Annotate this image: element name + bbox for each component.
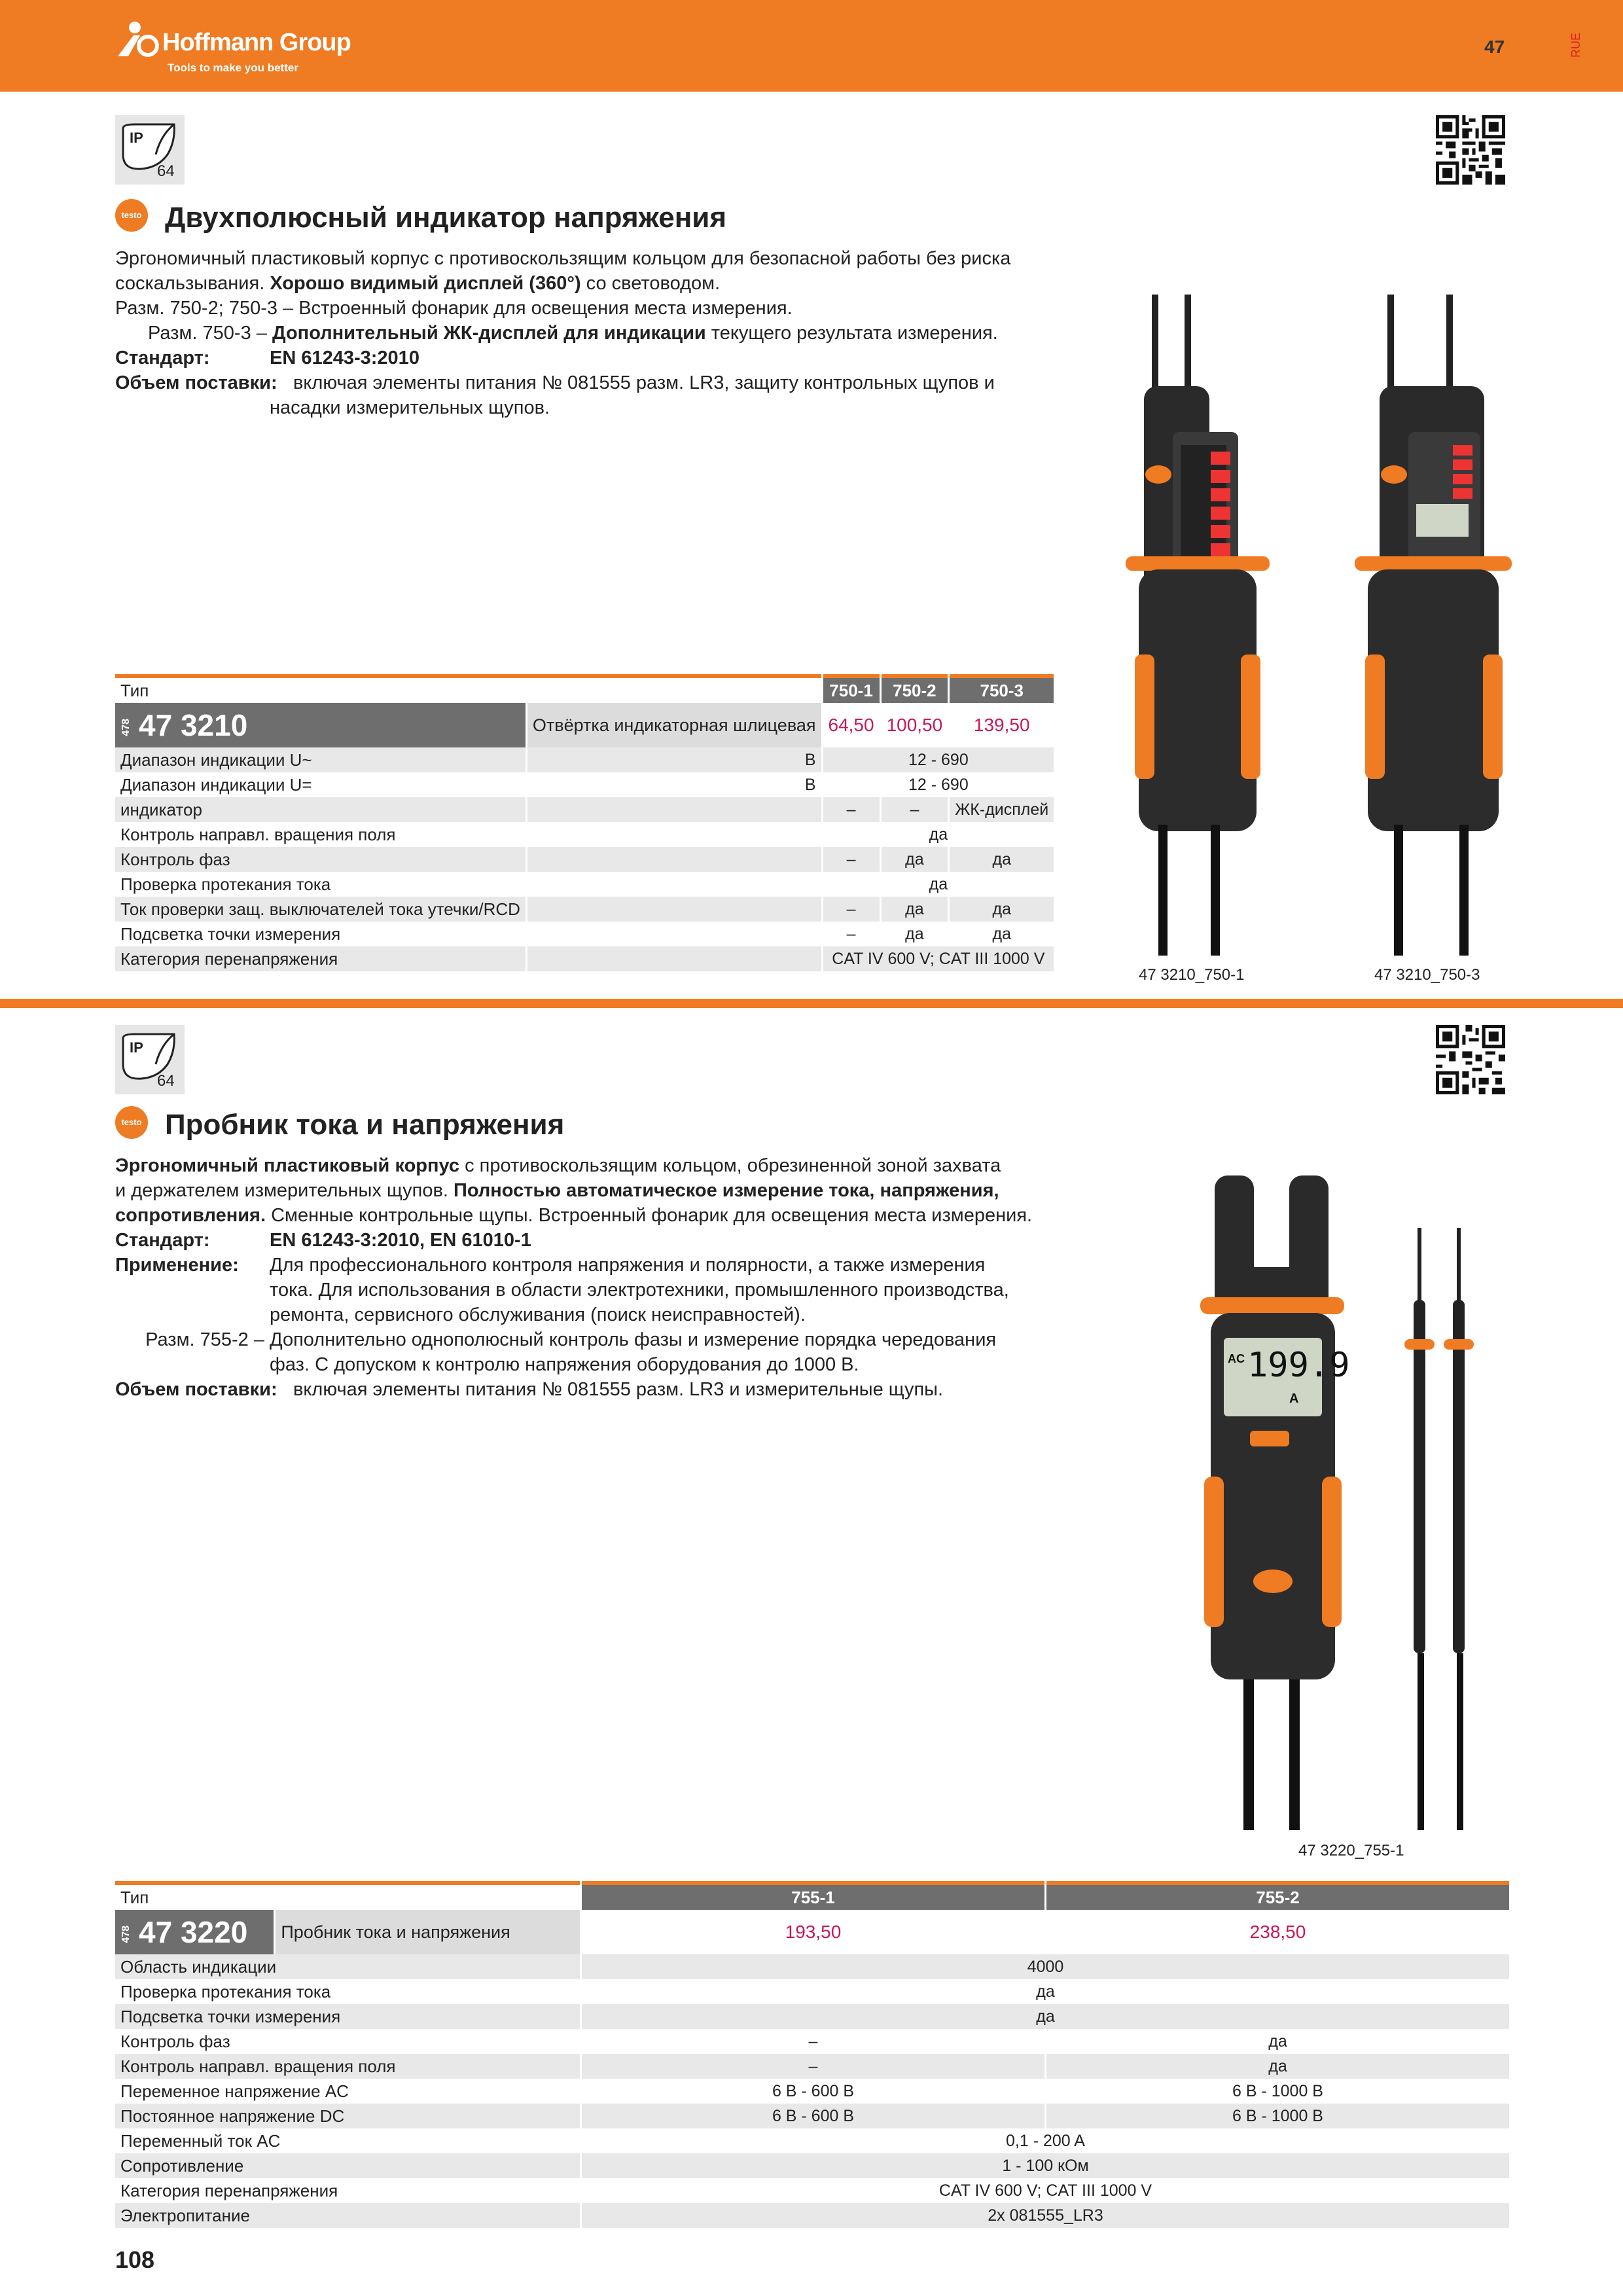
order-description: Отвёртка индикаторная шлицевая xyxy=(527,703,821,747)
row-label: Подсветка точки измерения xyxy=(120,924,341,944)
standard-value: EN 61243-3:2010 xyxy=(270,348,419,368)
application-line xyxy=(115,1253,1071,1278)
section-divider xyxy=(0,999,1623,1008)
desc-bold: Эргономичный пластиковый корпус xyxy=(115,1155,460,1176)
image-caption: 47 3210_750-3 xyxy=(1374,966,1480,984)
order-row xyxy=(115,703,1054,747)
row-value: – xyxy=(823,897,880,922)
order-description: Пробник тока и напряжения xyxy=(276,1910,580,1954)
ip-label: IP xyxy=(130,130,143,146)
row-value: – xyxy=(808,2032,818,2051)
table-row xyxy=(115,847,1054,872)
row-unit xyxy=(527,822,821,847)
table-row xyxy=(115,2004,1509,2029)
column-header: 750-3 xyxy=(950,674,1054,703)
row-value: да xyxy=(929,874,948,893)
table-row xyxy=(115,2104,1509,2128)
row-label: Контроль фаз xyxy=(120,2031,230,2051)
desc-bold: сопротивления. xyxy=(115,1205,266,1226)
size-note: Разм. 750-2; 750-3 – Встроенный фонарик для освещения места измерения. xyxy=(115,298,793,319)
language-code: RUE xyxy=(1569,33,1582,58)
ip-value: 64 xyxy=(157,162,175,180)
desc-line xyxy=(115,1153,1071,1178)
desc-line: Эргономичный пластиковый корпус с противоскользящим кольцом для безопасной работы без риска xyxy=(115,248,1011,269)
row-unit: В xyxy=(527,747,821,772)
row-label: индикатор xyxy=(115,797,526,822)
row-value: – xyxy=(823,847,880,872)
row-label: Область индикации xyxy=(115,1954,580,1979)
row-label: Подсветка точки измерения xyxy=(115,2004,580,2029)
standard-label: Стандарт: xyxy=(115,1230,210,1251)
catalog-side-number: 478 xyxy=(120,1926,132,1944)
table-row xyxy=(115,2153,1509,2178)
voltage-tester-750-1-image xyxy=(1113,288,1283,956)
desc-text: и держателем измерительных щупов. xyxy=(115,1180,454,1201)
row-value: – xyxy=(846,924,856,943)
table-row xyxy=(115,897,1054,922)
order-number: 47 3210 xyxy=(139,708,248,742)
type-label: Тип xyxy=(115,674,821,703)
size-label: Разм. 755-2 – xyxy=(145,1329,264,1350)
desc-bold: Хорошо видимый дисплей (360°) xyxy=(270,273,581,294)
row-unit: В xyxy=(804,775,816,794)
size-text: текущего результата измерения. xyxy=(705,323,998,344)
table-row xyxy=(115,747,1054,772)
row-value: 6 В - 1000 В xyxy=(1046,2104,1509,2128)
row-value: 0,1 - 200 A xyxy=(1006,2131,1085,2150)
row-unit xyxy=(527,897,821,922)
standard-line xyxy=(115,346,1071,370)
row-value: 6 В - 1000 В xyxy=(1232,2081,1323,2100)
size-line-2: фаз. С допуском к контролю напряжения оборудования до 1000 В. xyxy=(270,1354,859,1375)
row-value: да xyxy=(950,847,1054,872)
row-label: Переменный ток AC xyxy=(120,2130,281,2151)
table-row xyxy=(115,2054,1509,2079)
desc-line xyxy=(115,271,1071,296)
table-row xyxy=(115,2029,1509,2054)
row-label: Проверка протекания тока xyxy=(120,874,331,894)
voltage-tester-750-3-image xyxy=(1348,288,1518,956)
row-value: да xyxy=(992,924,1011,943)
row-label: Переменное напряжение AC xyxy=(120,2081,349,2101)
row-value: – xyxy=(882,797,948,822)
size-line xyxy=(115,1327,1071,1352)
table-row xyxy=(115,872,1054,897)
row-label: Категория перенапряжения xyxy=(120,2180,338,2200)
hoffmann-logo-icon xyxy=(115,20,161,59)
row-label: Проверка протекания тока xyxy=(120,1981,331,2001)
device-display-ac: AC xyxy=(1228,1352,1245,1365)
brand-tagline: Tools to make you better xyxy=(168,62,298,74)
supply-text: включая элементы питания № 081555 разм. LR3 и измерительные щупы. xyxy=(293,1379,944,1400)
order-number-cell xyxy=(115,703,526,747)
desc-bold: Полностью автоматическое измерение тока, напряжения, xyxy=(454,1180,999,1201)
table-row xyxy=(115,1979,1509,2004)
column-header: 755-1 xyxy=(582,1881,1044,1910)
row-unit xyxy=(527,872,821,897)
ip-rating-badge xyxy=(115,115,185,185)
row-label: Контроль направл. вращения поля xyxy=(115,2054,580,2079)
image-caption: 47 3210_750-1 xyxy=(1139,966,1245,984)
section1-description xyxy=(115,246,1071,420)
row-value: ЖК-дисплей xyxy=(950,797,1054,822)
order-number-cell xyxy=(115,1910,274,1954)
table-row xyxy=(115,2203,1509,2228)
order-number: 47 3220 xyxy=(139,1915,248,1949)
row-label: Контроль фаз xyxy=(115,847,526,872)
ip-label: IP xyxy=(130,1039,143,1056)
ip-value: 64 xyxy=(157,1072,175,1090)
row-unit xyxy=(527,922,821,946)
supply-label: Объем поставки: xyxy=(115,372,277,393)
table-row xyxy=(115,2178,1509,2203)
order-row xyxy=(115,1910,1509,1954)
testo-badge: testo xyxy=(115,199,148,232)
row-value: да xyxy=(1046,2054,1509,2079)
catalog-side-number: 478 xyxy=(120,719,132,737)
row-label: Постоянное напряжение DC xyxy=(115,2104,580,2128)
row-value: 6 В - 600 В xyxy=(772,2081,855,2100)
price-cell: 238,50 xyxy=(1046,1910,1509,1954)
spec-table-473210 xyxy=(113,674,1056,971)
column-header: 755-2 xyxy=(1046,1881,1509,1910)
price-cell: 193,50 xyxy=(582,1910,1044,1954)
device-body-icon xyxy=(1191,1169,1479,1830)
row-value: 1 - 100 кОм xyxy=(582,2153,1509,2178)
row-value: да xyxy=(1268,2032,1287,2051)
type-label: Тип xyxy=(115,1881,580,1910)
application-line-2: тока. Для использования в области электротехники, промышленного производства, xyxy=(270,1280,1009,1300)
row-value: 4000 xyxy=(582,1954,1509,1979)
table-row xyxy=(115,797,1054,822)
row-value: CAT IV 600 V; CAT III 1000 V xyxy=(938,2181,1152,2200)
column-header: 750-2 xyxy=(882,674,948,703)
size-label: Разм. 750-3 – xyxy=(148,323,272,344)
table-row xyxy=(115,1954,1509,1979)
spec-table-473220 xyxy=(113,1881,1511,2228)
standard-value: EN 61243-3:2010, EN 61010-1 xyxy=(270,1230,531,1251)
row-unit xyxy=(527,946,821,971)
row-value: – xyxy=(582,2054,1044,2079)
supply-line xyxy=(115,370,1071,395)
row-label: Контроль направл. вращения поля xyxy=(120,824,396,844)
price-cell: 139,50 xyxy=(950,703,1054,747)
device-display-value: 199.9 xyxy=(1247,1346,1350,1385)
row-value: да xyxy=(882,847,948,872)
column-header: 750-1 xyxy=(823,674,880,703)
section2-title: Пробник тока и напряжения xyxy=(165,1109,565,1141)
row-label: Диапазон индикации U~ xyxy=(115,747,526,772)
row-value: да xyxy=(905,924,924,943)
brand-name: Hoffmann Group xyxy=(162,29,351,56)
desc-line xyxy=(115,1203,1071,1228)
price-cell: 64,50 xyxy=(823,703,880,747)
section1-title: Двухполюсный индикатор напряжения xyxy=(165,202,726,234)
page-header xyxy=(0,0,1623,92)
size-note xyxy=(115,321,1071,346)
desc-text: с противоскользящим кольцом, обрезиненной зоной захвата xyxy=(459,1155,1001,1176)
row-value: да xyxy=(950,897,1054,922)
desc-text: Сменные контрольные щупы. Встроенный фонарик для освещения места измерения. xyxy=(266,1205,1033,1226)
row-value: да xyxy=(882,897,948,922)
table-row xyxy=(115,2128,1509,2153)
standard-label: Стандарт: xyxy=(115,348,210,368)
current-voltage-tester-755-1-image xyxy=(1191,1169,1479,1830)
table-row xyxy=(115,822,1054,847)
application-line-3: ремонта, сервисного обслуживания (поиск неисправностей). xyxy=(270,1304,806,1325)
desc-text: со световодом. xyxy=(580,273,721,294)
ip-rating-badge xyxy=(115,1025,185,1094)
row-label: Ток проверки защ. выключателей тока утечки/RCD xyxy=(115,897,526,922)
size-bold: Дополнительный ЖК-дисплей для индикации xyxy=(272,323,706,344)
application-text: Для профессионального контроля напряжения и полярности, а также измерения xyxy=(270,1255,986,1276)
supply-line-2: насадки измерительных щупов. xyxy=(270,397,550,418)
qr-code-icon[interactable] xyxy=(1436,115,1505,185)
standard-line xyxy=(115,1228,1071,1253)
desc-line xyxy=(115,1178,1071,1203)
table-row xyxy=(115,2079,1509,2104)
testo-badge: testo xyxy=(115,1106,148,1139)
row-label: Диапазон индикации U= xyxy=(120,774,312,795)
table-row xyxy=(115,946,1054,971)
row-unit xyxy=(527,847,821,872)
row-label: Электропитание xyxy=(115,2203,580,2228)
row-value: 6 В - 600 В xyxy=(582,2104,1044,2128)
table-row xyxy=(115,772,1054,797)
table-header-row xyxy=(115,1881,1509,1910)
row-value: 12 - 690 xyxy=(823,747,1054,772)
row-label: Категория перенапряжения xyxy=(115,946,526,971)
desc-text: соскальзывания. xyxy=(115,273,270,294)
page-number-bottom: 108 xyxy=(115,2246,155,2273)
row-value: 2x 081555_LR3 xyxy=(582,2203,1509,2228)
table-header-row xyxy=(115,674,1054,703)
row-value: 12 - 690 xyxy=(908,775,969,794)
row-value: – xyxy=(823,797,880,822)
image-caption: 47 3220_755-1 xyxy=(1298,1842,1404,1859)
supply-line xyxy=(115,1377,1071,1402)
row-value: CAT IV 600 V; CAT III 1000 V xyxy=(823,946,1054,971)
size-text: Дополнительно однополюсный контроль фазы и измерение порядка чередования xyxy=(270,1329,997,1350)
row-label: Сопротивление xyxy=(115,2153,580,2178)
row-value: да xyxy=(582,2004,1509,2029)
page-number-top: 47 xyxy=(1484,37,1505,57)
row-unit xyxy=(527,797,821,822)
section2-description xyxy=(115,1153,1071,1402)
table-row xyxy=(115,922,1054,946)
supply-label: Объем поставки: xyxy=(115,1379,277,1400)
price-cell: 100,50 xyxy=(882,703,948,747)
supply-text: включая элементы питания № 081555 разм. LR3, защиту контрольных щупов и xyxy=(293,372,995,393)
device-display-unit: A xyxy=(1289,1391,1299,1406)
application-label: Применение: xyxy=(115,1255,239,1276)
row-value: да xyxy=(1036,1982,1055,2001)
qr-code-icon[interactable] xyxy=(1436,1025,1505,1094)
row-value: да xyxy=(929,825,948,844)
